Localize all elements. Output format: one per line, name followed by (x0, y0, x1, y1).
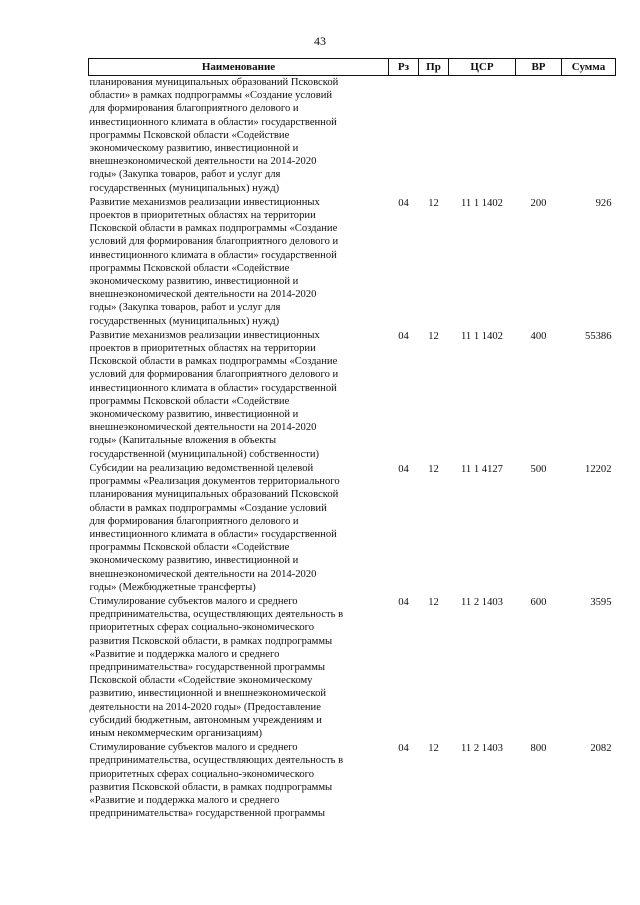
row-name-line: Псковской области в рамках подпрограммы «Создание (89, 223, 338, 235)
row-vr (516, 76, 562, 196)
row-name-line: инвестиционного климата в области» государственной (89, 382, 337, 394)
row-name-line: развития Псковской области, в рамках подпрограммы (89, 635, 333, 647)
row-name-line: инвестиционного климата в области» государственной (89, 249, 337, 261)
row-name-line: экономическому развитию, инвестиционной и (89, 555, 299, 567)
table-row (89, 76, 616, 196)
row-name-line: приоритетных сферах социально-экономического (89, 622, 315, 634)
row-name-line: предпринимательства» государственной программы (89, 808, 326, 820)
row-sum (562, 76, 616, 196)
table-header-row (89, 59, 616, 76)
row-csr: 11 2 1403 (461, 743, 503, 755)
row-name-line: годы» (Межбюджетные трансферты) (89, 581, 256, 593)
budget-table (88, 58, 616, 821)
row-name-line: области в рамках подпрограммы «Создание условий (89, 502, 327, 514)
row-name-line: государственной (муниципальной) собственности) (89, 448, 320, 460)
row-name-line: Псковской области «Содействие экономическому (89, 675, 313, 687)
page-number: 43 (314, 34, 326, 48)
row-name-line: программы Псковской области «Содействие (89, 129, 290, 141)
row-name-line: государственных (муниципальных) нужд) (89, 315, 280, 327)
row-sum: 3595 (590, 596, 612, 608)
row-name-line: программы Псковской области «Содействие (89, 542, 290, 554)
row-name-line: предпринимательства, осуществляющих деятельность в (89, 755, 344, 767)
row-name-line: экономическому развитию, инвестиционной и (89, 409, 299, 421)
row-name-line: Субсидии на реализацию ведомственной целевой (89, 462, 314, 474)
row-sum: 2082 (590, 743, 612, 755)
row-name-line: государственных (муниципальных) нужд) (89, 182, 280, 194)
row-pr: 12 (428, 596, 439, 608)
row-csr (449, 76, 516, 196)
row-pr: 12 (428, 743, 439, 755)
row-vr: 500 (530, 463, 547, 475)
row-name-line: для формирования благоприятного делового и (89, 515, 299, 527)
header-csr: ЦСР (449, 59, 516, 76)
row-name (89, 196, 389, 329)
row-name-line: инвестиционного климата в области» государственной (89, 528, 337, 540)
row-name-line: проектов в приоритетных областях на территории (89, 343, 316, 355)
row-vr: 800 (530, 743, 547, 755)
row-rz: 04 (398, 463, 409, 475)
row-name-line: экономическому развитию, инвестиционной и (89, 143, 299, 155)
row-vr: 600 (530, 596, 547, 608)
row-name-line: субсидий бюджетным, автономным учреждениям и (89, 714, 322, 726)
header-name: Наименование (89, 59, 389, 76)
header-pr: Пр (419, 59, 449, 76)
row-pr: 12 (428, 330, 439, 342)
table-row (89, 741, 616, 821)
row-name-line: инвестиционного климата в области» государственной (89, 116, 337, 128)
row-csr: 11 1 1402 (461, 330, 503, 342)
row-vr: 200 (530, 197, 547, 209)
row-name-line: годы» (Закупка товаров, работ и услуг для (89, 302, 281, 314)
row-sum: 926 (595, 197, 612, 209)
row-name-line: иным некоммерческим организациям) (89, 727, 262, 739)
row-csr: 11 1 1402 (461, 197, 503, 209)
row-name-line: развития Псковской области, в рамках подпрограммы (89, 781, 333, 793)
table-row (89, 196, 616, 329)
row-name-line: предпринимательства» государственной программы (89, 661, 326, 673)
row-pr: 12 (428, 463, 439, 475)
row-csr: 11 2 1403 (461, 596, 503, 608)
row-name-line: годы» (Закупка товаров, работ и услуг для (89, 169, 281, 181)
row-sum: 55386 (585, 330, 612, 342)
row-name (89, 741, 389, 821)
row-name-line: планирования муниципальных образований Псковской (89, 489, 339, 501)
row-pr: 12 (428, 197, 439, 209)
row-name-line: деятельности на 2014-2020 годы» (Предоставление (89, 701, 321, 713)
row-name-line: условий для формирования благоприятного делового и (89, 236, 339, 248)
row-name-line: внешнеэкономической деятельности на 2014-2020 (89, 568, 317, 580)
row-name (89, 76, 389, 196)
row-rz: 04 (398, 743, 409, 755)
row-rz: 04 (398, 596, 409, 608)
row-vr: 400 (530, 330, 547, 342)
row-name-line: Псковской области в рамках подпрограммы «Создание (89, 356, 338, 368)
row-name-line: развитию, инвестиционной и внешнеэкономической (89, 688, 327, 700)
table-row (89, 329, 616, 462)
row-name-line: годы» (Капитальные вложения в объекты (89, 435, 277, 447)
header-sum: Сумма (562, 59, 616, 76)
row-name-line: экономическому развитию, инвестиционной и (89, 276, 299, 288)
row-name-line: для формирования благоприятного делового и (89, 103, 299, 115)
table-row (89, 462, 616, 595)
header-rz: Рз (389, 59, 419, 76)
table-body (89, 76, 616, 822)
row-name-line: программы Псковской области «Содействие (89, 262, 290, 274)
row-name-line: Стимулирование субъектов малого и среднего (89, 742, 298, 754)
row-sum: 12202 (585, 463, 612, 475)
row-name (89, 595, 389, 741)
row-name-line: проектов в приоритетных областях на территории (89, 210, 316, 222)
row-name-line: внешнеэкономической деятельности на 2014-2020 (89, 422, 317, 434)
row-name-line: Развитие механизмов реализации инвестиционных (89, 329, 320, 341)
row-rz: 04 (398, 197, 409, 209)
row-name-line: «Развитие и поддержка малого и среднего (89, 648, 280, 660)
row-name-line: условий для формирования благоприятного делового и (89, 369, 339, 381)
row-pr (419, 76, 449, 196)
row-name-line: «Развитие и поддержка малого и среднего (89, 794, 280, 806)
row-rz: 04 (398, 330, 409, 342)
row-name-line: Развитие механизмов реализации инвестиционных (89, 196, 320, 208)
row-name-line: приоритетных сферах социально-экономического (89, 768, 315, 780)
row-name-line: внешнеэкономической деятельности на 2014-2020 (89, 156, 317, 168)
row-name (89, 329, 389, 462)
table-row (89, 595, 616, 741)
row-name-line: Стимулирование субъектов малого и среднего (89, 595, 298, 607)
row-rz (389, 76, 419, 196)
row-name (89, 462, 389, 595)
row-name-line: программы «Реализация документов территориального (89, 476, 340, 488)
row-csr: 11 1 4127 (461, 463, 503, 475)
header-vr: ВР (516, 59, 562, 76)
row-name-line: программы Псковской области «Содействие (89, 395, 290, 407)
row-name-line: планирования муниципальных образований Псковской (89, 77, 339, 88)
row-name-line: предпринимательства, осуществляющих деятельность в (89, 609, 344, 621)
row-name-line: области» в рамках подпрограммы «Создание условий (89, 90, 333, 102)
row-name-line: внешнеэкономической деятельности на 2014-2020 (89, 289, 317, 301)
